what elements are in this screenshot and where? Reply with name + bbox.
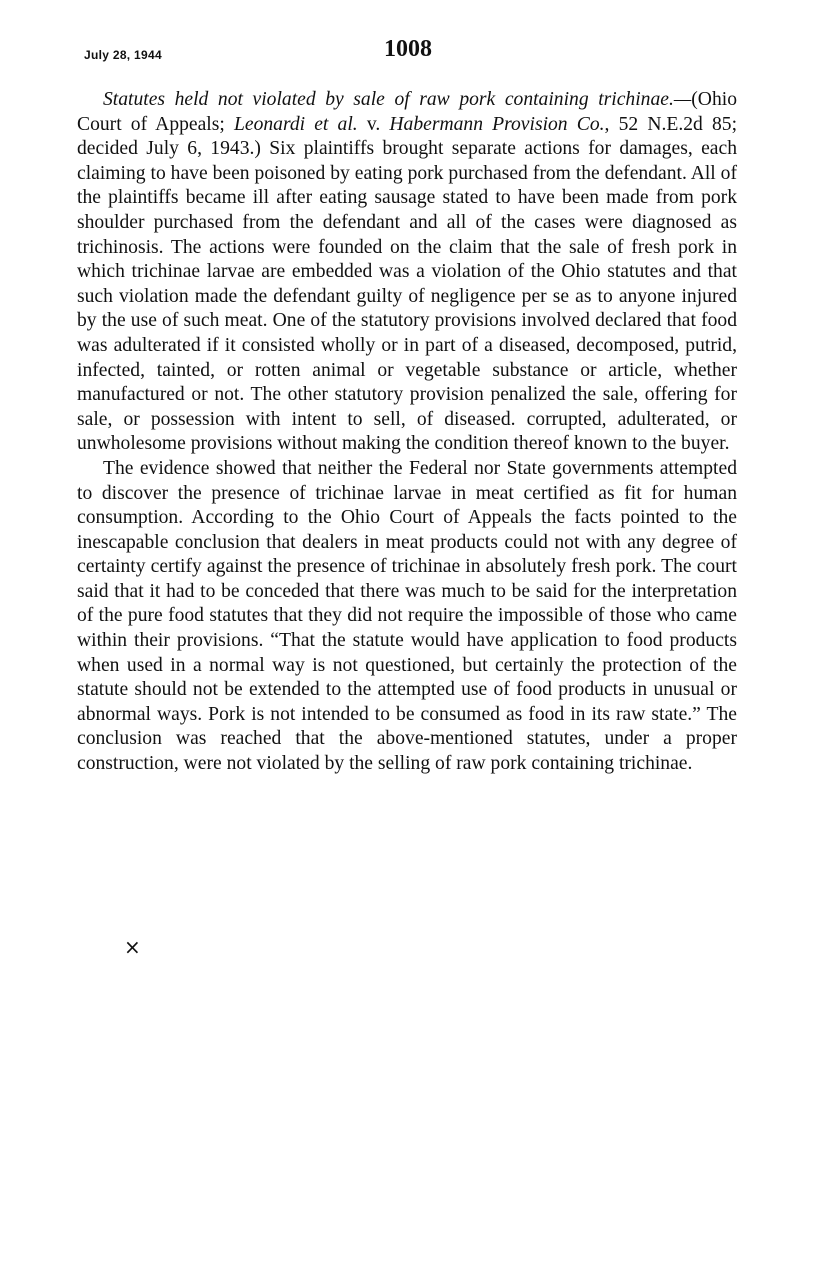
page-number: 1008 [384,36,432,62]
versus-text: v. [357,113,390,135]
article-body [77,88,737,777]
plaintiff-name: Leonardi et al. [233,113,358,135]
paragraph-1-text: Six plaintiffs brought separate actions for damages, each claiming to have been poisoned by eating pork purchased from the defendant. All of the plaintiffs became ill after eating sausage stated to have been made from pork shoulder purchased from the defendant and all of the cases were diagnosed as trichinosis. The actions were founded on the claim that the sale of fresh pork in which trichinae larvae are embedded was a violation of the Ohio statutes and that such violation made the defendant guilty of negligence per se as to anyone injured by the use of such meat. One of the statutory provisions involved declared that food was adulterated if it consisted wholly or in part of a diseased, decomposed, putrid, infected, tainted, or rotten animal or vegetable substance or article, whether manufactured or not. The other statutory provision penalized the sale, offering for sale, or possession with intent to sell, of diseased. corrupted, adulterated, or unwholesome provisions without making the condition thereof known to the buyer. [77,138,737,455]
paragraph-2: The evidence showed that neither the Federal nor State governments attempted to discover the presence of trichinae larvae in meat certified as fit for human consumption. According to the Ohio Court of Appeals the facts pointed to the inescapable conclusion that dealers in meat products could not with any degree of certainty certify against the presence of trichinae in absolutely fresh pork. The court said that it had to be conceded that there was much to be said for the interpretation of the pure food statutes that they did not require the impossible of those who came within their provisions. “That the statute would have application to food products when used in a normal way is not questioned, but certainly the protection of the statute should not be extended to the attempted use of food products in unusual or abnormal ways. Pork is not intended to be consumed as food in its raw state.” The conclusion was reached that the above-mentioned statutes, under a proper construction, were not violated by the selling of raw pork containing trichinae. [77,457,737,775]
case-citation: , 52 N.E.2d 85; decided July 6, 1943.) [77,113,738,160]
case-headline: Statutes held not violated by sale of raw pork containing trichinae.— [103,89,692,110]
paragraph-1 [77,88,737,457]
header-date: July 28, 1944 [84,48,162,62]
court-name: (Ohio Court of Appeals; [77,89,737,135]
defendant-name: Habermann Provision Co. [389,113,605,135]
end-mark: × [124,935,141,959]
